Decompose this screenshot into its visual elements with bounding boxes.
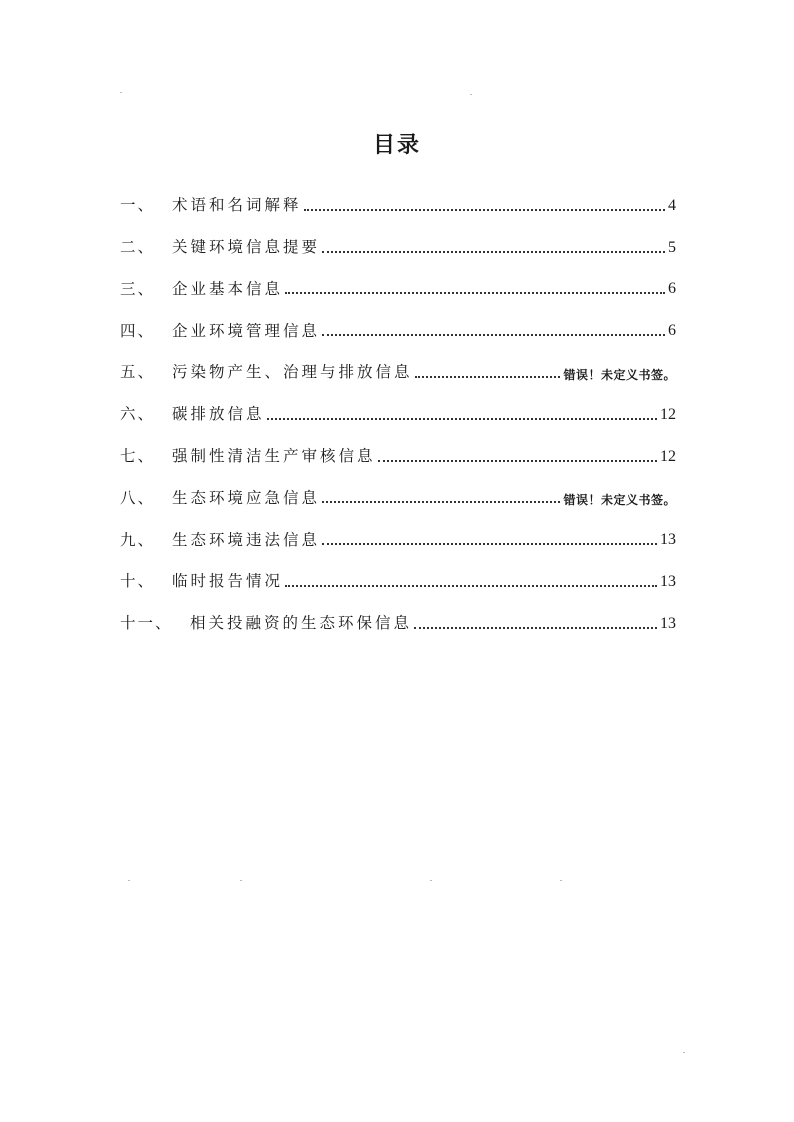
toc-leader-dots <box>415 376 561 378</box>
toc-entry-page-error: 错误！未定义书签。 <box>563 367 676 382</box>
toc-leader-dots <box>267 418 657 420</box>
toc-entry[interactable] <box>120 548 676 590</box>
toc-leader-dots <box>414 627 657 629</box>
scan-speck <box>128 880 130 881</box>
scan-speck <box>430 880 432 881</box>
toc-entry-number: 八、 <box>120 488 156 507</box>
toc-entry-title: 企业基本信息 <box>172 279 284 298</box>
scan-speck <box>240 880 242 881</box>
toc-entry-title: 强制性清洁生产审核信息 <box>172 447 376 466</box>
toc-entry-number: 十一、 <box>120 614 173 633</box>
toc-entry-title: 污染物产生、治理与排放信息 <box>172 363 413 382</box>
toc-leader-dots <box>322 543 657 545</box>
toc-entry-title: 关键环境信息提要 <box>172 238 321 257</box>
toc-entry[interactable] <box>120 506 676 548</box>
toc-entry-number: 六、 <box>120 405 156 424</box>
toc-entry-page: 12 <box>660 405 676 423</box>
toc-leader-dots <box>322 334 665 336</box>
toc-entry[interactable] <box>120 590 676 632</box>
toc-entry-page: 4 <box>668 196 676 214</box>
toc-entry-number: 一、 <box>120 196 156 215</box>
toc-leader-dots <box>322 501 560 503</box>
table-of-contents <box>120 172 676 632</box>
scan-speck <box>470 94 472 95</box>
toc-entry-page: 13 <box>660 572 676 590</box>
scan-speck <box>120 92 122 93</box>
toc-entry[interactable] <box>120 172 676 214</box>
toc-leader-dots <box>285 585 657 587</box>
toc-entry-page: 13 <box>660 531 676 549</box>
toc-entry-page: 5 <box>668 238 676 256</box>
toc-entry-number: 三、 <box>120 279 156 298</box>
toc-leader-dots <box>285 292 665 294</box>
toc-entry[interactable] <box>120 214 676 256</box>
scan-speck <box>560 880 562 881</box>
toc-entry-title: 临时报告情况 <box>172 572 284 591</box>
toc-entry-number: 十、 <box>120 572 156 591</box>
toc-entry-title: 企业环境管理信息 <box>172 321 321 340</box>
toc-entry-page: 6 <box>668 322 676 340</box>
scan-speck <box>683 1052 685 1053</box>
toc-entry[interactable] <box>120 381 676 423</box>
toc-entry-page: 12 <box>660 447 676 465</box>
toc-entry-title: 术语和名词解释 <box>172 196 302 215</box>
toc-entry-number: 七、 <box>120 447 156 466</box>
toc-entry-number: 二、 <box>120 238 156 257</box>
toc-entry-number: 四、 <box>120 321 156 340</box>
page-title: 目录 <box>372 132 421 158</box>
toc-entry-number: 九、 <box>120 530 156 549</box>
toc-entry-page: 13 <box>660 614 676 632</box>
toc-leader-dots <box>304 209 665 211</box>
toc-entry[interactable] <box>120 339 676 381</box>
toc-leader-dots <box>378 460 657 462</box>
toc-entry-title: 生态环境应急信息 <box>172 488 321 507</box>
toc-entry[interactable] <box>120 297 676 339</box>
toc-entry-title: 相关投融资的生态环保信息 <box>190 614 413 633</box>
toc-entry-page: 6 <box>668 280 676 298</box>
toc-entry-title: 碳排放信息 <box>172 405 265 424</box>
toc-entry-title: 生态环境违法信息 <box>172 530 321 549</box>
toc-entry[interactable] <box>120 423 676 465</box>
toc-entry[interactable] <box>120 465 676 507</box>
toc-entry[interactable] <box>120 256 676 298</box>
toc-entry-number: 五、 <box>120 363 156 382</box>
toc-entry-page-error: 错误！未定义书签。 <box>563 493 676 508</box>
toc-leader-dots <box>322 251 665 253</box>
